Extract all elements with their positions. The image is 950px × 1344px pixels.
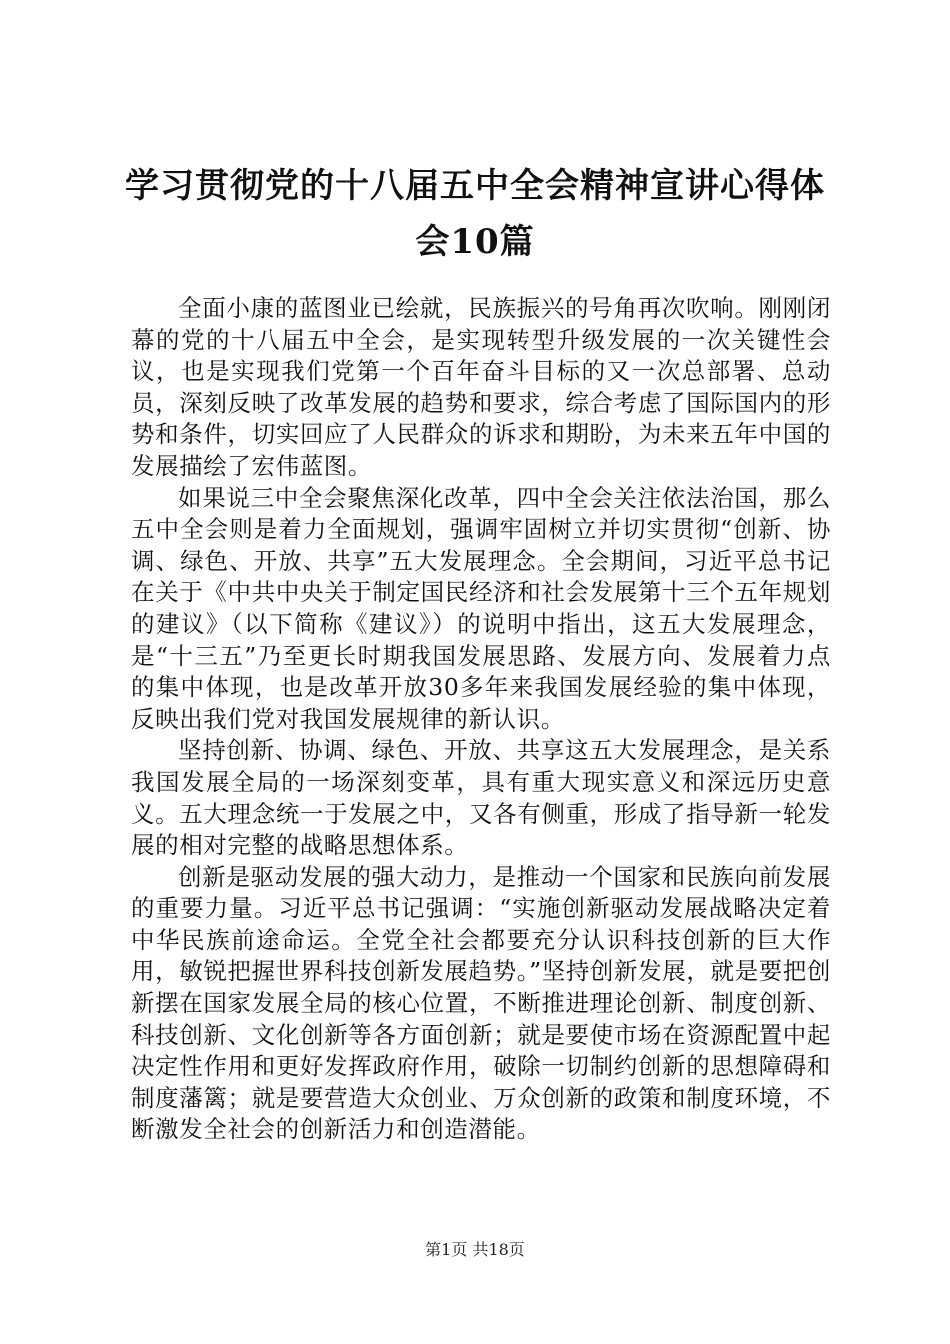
body-paragraph-1: 全面小康的蓝图业已绘就，民族振兴的号角再次吹响。刚刚闭幕的党的十八届五中全会，是实现转型升级发展的一次关键性会议，也是实现我们党第一个百年奋斗目标的又一次总部署、总动员，深刻反映了改革发展的趋势和要求，综合考虑了国际国内的形势和条件，切实回应了人民群众的诉求和期盼，为未来五年中国的发展描绘了宏伟蓝图。: [131, 294, 831, 480]
body-paragraph-2: 如果说三中全会聚焦深化改革，四中全会关注依法治国，那么五中全会则是着力全面规划，强调牢固树立并切实贯彻“创新、协调、绿色、开放、共享”五大发展理念。全会期间，习近平总书记在关于《中共中央关于制定国民经济和社会发展第十三个五年规划的建议》（以下简称《建议》）的说明中指出，这五大发展理念，是“十三五”乃至更长时期我国发展思路、发展方向、发展着力点的集中体现，也是改革开放30多年来我国发展经验的集中体现，反映出我们党对我国发展规律的新认识。: [131, 483, 831, 733]
page-footer: 第1页 共18页: [425, 1240, 525, 1259]
document-title: 学习贯彻党的十八届五中全会精神宣讲心得体会10篇: [125, 166, 825, 262]
body-paragraph-4: 创新是驱动发展的强大动力，是推动一个国家和民族向前发展的重要力量。习近平总书记强调：“实施创新驱动发展战略决定着中华民族前途命运。全党全社会都要充分认识科技创新的巨大作用，敏锐把握世界科技创新发展趋势。”坚持创新发展，就是要把创新摆在国家发展全局的核心位置，不断推进理论创新、制度创新、科技创新、文化创新等各方面创新；就是要使市场在资源配置中起决定性作用和更好发挥政府作用，破除一切制约创新的思想障碍和制度藩篱；就是要营造大众创业、万众创新的政策和制度环境，不断激发全社会的创新活力和创造潜能。: [131, 862, 831, 1144]
body-paragraph-3: 坚持创新、协调、绿色、开放、共享这五大发展理念，是关系我国发展全局的一场深刻变革，具有重大现实意义和深远历史意义。五大理念统一于发展之中，又各有侧重，形成了指导新一轮发展的相对完整的战略思想体系。: [131, 736, 831, 860]
document-body: [131, 293, 831, 1146]
